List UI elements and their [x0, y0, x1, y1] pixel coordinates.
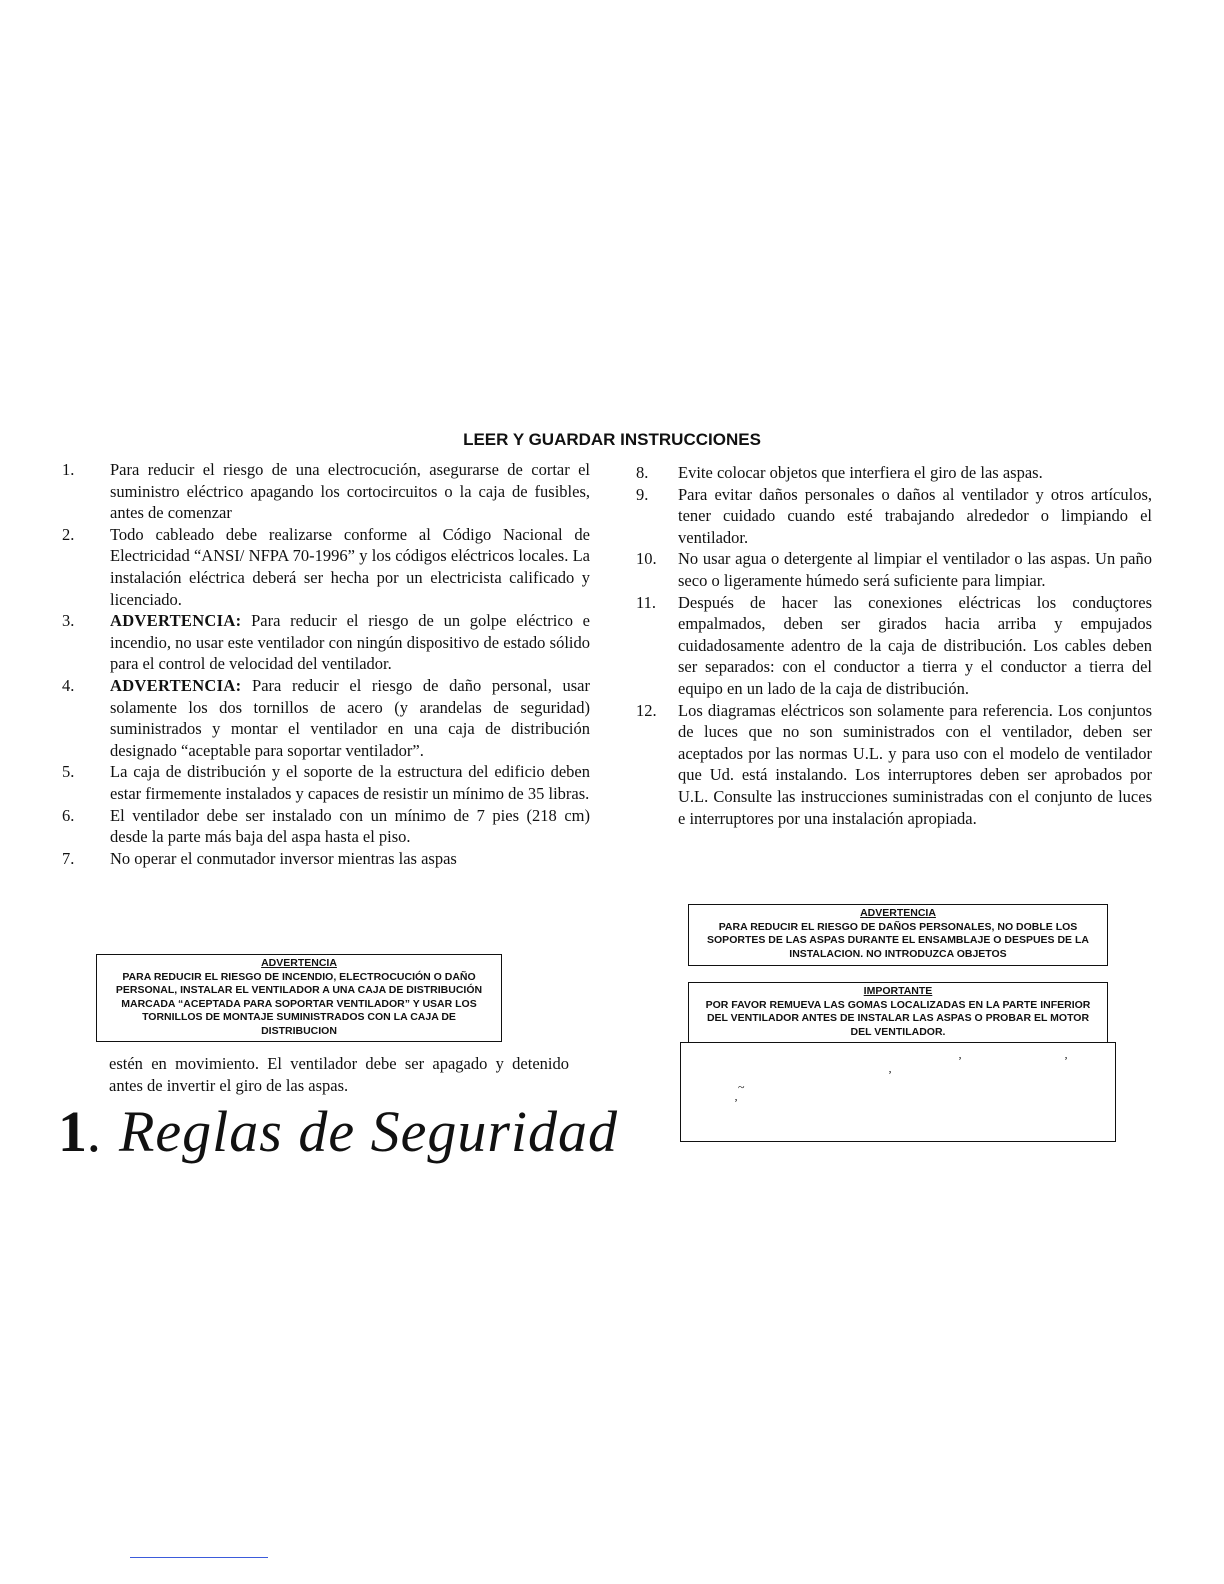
list-item	[636, 484, 1152, 549]
item-text: No usar agua o detergente al limpiar el ventilador o las aspas. Un paño seco o ligeramente húmedo será suficiente para limpiar.	[678, 549, 1152, 590]
item-number: 1.	[62, 460, 75, 479]
item-text: No operar el conmutador inversor mientras las aspas	[110, 848, 457, 868]
item-text: Para evitar daños personales o daños al ventilador y otros artículos, tener cuidado cuando esté trabajando alrededor o limpiando el ventilador.	[678, 484, 1152, 547]
item-text: Los diagramas eléctricos son solamente para referencia. Los conjuntos de luces que no son suministrados con el ventilador, deben ser aceptados por las normas U.L. y para uso con el modelo de ventilador que Ud. está instalando. Los interruptores deben ser aprobados por U.L. Consulte las instrucciones suministradas con el conjunto de luces e interruptores por una instalación apropiada.	[678, 700, 1152, 828]
warning-box-fire	[96, 954, 502, 1042]
item-text-wrapper	[110, 675, 590, 761]
list-item	[62, 524, 590, 610]
stray-mark: ʼ	[734, 1096, 738, 1110]
item-number: 11.	[636, 592, 657, 612]
important-box-title: IMPORTANTE	[863, 985, 933, 997]
item-text: Evite colocar objetos que interfiera el giro de las aspas.	[678, 463, 1043, 482]
item-number: 12.	[636, 700, 657, 720]
warning-label: ADVERTENCIA:	[110, 611, 242, 631]
stray-mark: ʼ	[958, 1054, 962, 1068]
item-number: 4.	[62, 675, 75, 695]
blank-box	[680, 1042, 1116, 1142]
warning-box-text: PARA REDUCIR EL RIESGO DE DAÑOS PERSONALES, NO DOBLE LOS SOPORTES DE LAS ASPAS DURANTE EL ENSAMBLAJE O DESPUES DE LA INSTALACION. NO INTRODUZCA OBJETOS	[707, 920, 1089, 960]
item-number: 3.	[62, 611, 75, 631]
item-number: 7.	[62, 848, 75, 868]
item-text: La caja de distribución y el soporte de la estructura del edificio deben estar firmemente instalados y capaces de resistir un mínimo de 35 libras.	[110, 762, 590, 803]
stray-mark: ʼ	[888, 1068, 892, 1082]
warning-box-text: PARA REDUCIR EL RIESGO DE INCENDIO, ELECTROCUCIÓN O DAÑO PERSONAL, INSTALAR EL VENTILADOR A UNA CAJA DE DISTRIBUCIÓN MARCADA “ACEPTADA PARA SOPORTAR VENTILADOR” Y USAR LOS TORNILLOS DE MONTAJE SUMINISTRADOS CON LA CAJA DE DISTRIBUCION	[115, 970, 483, 1037]
list-item	[636, 592, 1152, 700]
list-item	[62, 459, 590, 524]
item-number: 5.	[62, 762, 75, 782]
item-number: 6.	[62, 805, 75, 825]
item-text: Para reducir el riesgo de daño personal, usar solamente los dos tornillos de acero (y arandelas de seguridad) suministrados y montar el ventilador en una caja de distribución designado “aceptable para soportar ventilador”.	[110, 675, 590, 760]
warning-box-title: ADVERTENCIA	[261, 957, 337, 969]
stray-mark: ʼ	[1064, 1054, 1068, 1068]
item-number: 9.	[636, 484, 649, 504]
item-text: Para reducir el riesgo de un golpe eléctrico e incendio, no usar este ventilador con ningún dispositivo de estado sólido para el control de velocidad del ventilador.	[110, 611, 591, 674]
list-item	[62, 610, 590, 675]
list-item	[62, 761, 590, 804]
item-text: Después de hacer las conexiones eléctricas los conduçtores empalmados, deben ser girados hacia arriba y empujados cuidadosamente adentro de la caja de distribución. Los cables deben ser separados: con el conductor a tierra y el conductor a tierra del equipo en un lado de la caja de distribución.	[678, 592, 1152, 698]
section-number: 1	[58, 1099, 88, 1164]
warning-label: ADVERTENCIA:	[110, 675, 242, 695]
important-box-text: POR FAVOR REMUEVA LAS GOMAS LOCALIZADAS EN LA PARTE INFERIOR DEL VENTILADOR ANTES DE INSTALAR LAS ASPAS O PROBAR EL MOTOR DEL VENTILADOR.	[705, 998, 1091, 1038]
important-box	[688, 982, 1108, 1043]
item-text-wrapper	[110, 610, 590, 675]
left-column	[62, 459, 590, 869]
list-item	[62, 805, 590, 848]
item-7-continuation: estén en movimiento. El ventilador debe ser apagado y detenido antes de invertir el giro de las aspas.	[109, 1054, 569, 1095]
stray-mark: ~	[738, 1080, 745, 1094]
bottom-rule	[130, 1557, 268, 1558]
item-number: 10.	[636, 549, 657, 569]
item-text: Todo cableado debe realizarse conforme al Código Nacional de Electricidad “ANSI/ NFPA 70-1996” y los códigos eléctricos locales. La instalación eléctrica deberá ser hecha por un electricista calificado y licenciado.	[110, 524, 590, 609]
page-heading: LEER Y GUARDAR INSTRUCCIONES	[463, 430, 761, 449]
section-title	[58, 1098, 618, 1165]
list-item	[636, 548, 1152, 591]
item-number: 8.	[636, 463, 649, 482]
item-number: 2.	[62, 524, 75, 544]
list-item	[636, 700, 1152, 830]
section-title-text: . Reglas de Seguridad	[88, 1099, 619, 1164]
list-item	[62, 675, 590, 761]
warning-box-blades	[688, 904, 1108, 966]
warning-box-title: ADVERTENCIA	[860, 907, 936, 919]
item-text: Para reducir el riesgo de una electrocución, asegurarse de cortar el suministro eléctrico apagando los cortocircuitos o la caja de fusibles, antes de comenzar	[110, 460, 590, 523]
list-item	[636, 462, 1152, 484]
list-item	[62, 848, 590, 870]
right-column	[636, 462, 1152, 829]
item-text: El ventilador debe ser instalado con un mínimo de 7 pies (218 cm) desde la parte más baja del aspa hasta el piso.	[110, 805, 590, 847]
